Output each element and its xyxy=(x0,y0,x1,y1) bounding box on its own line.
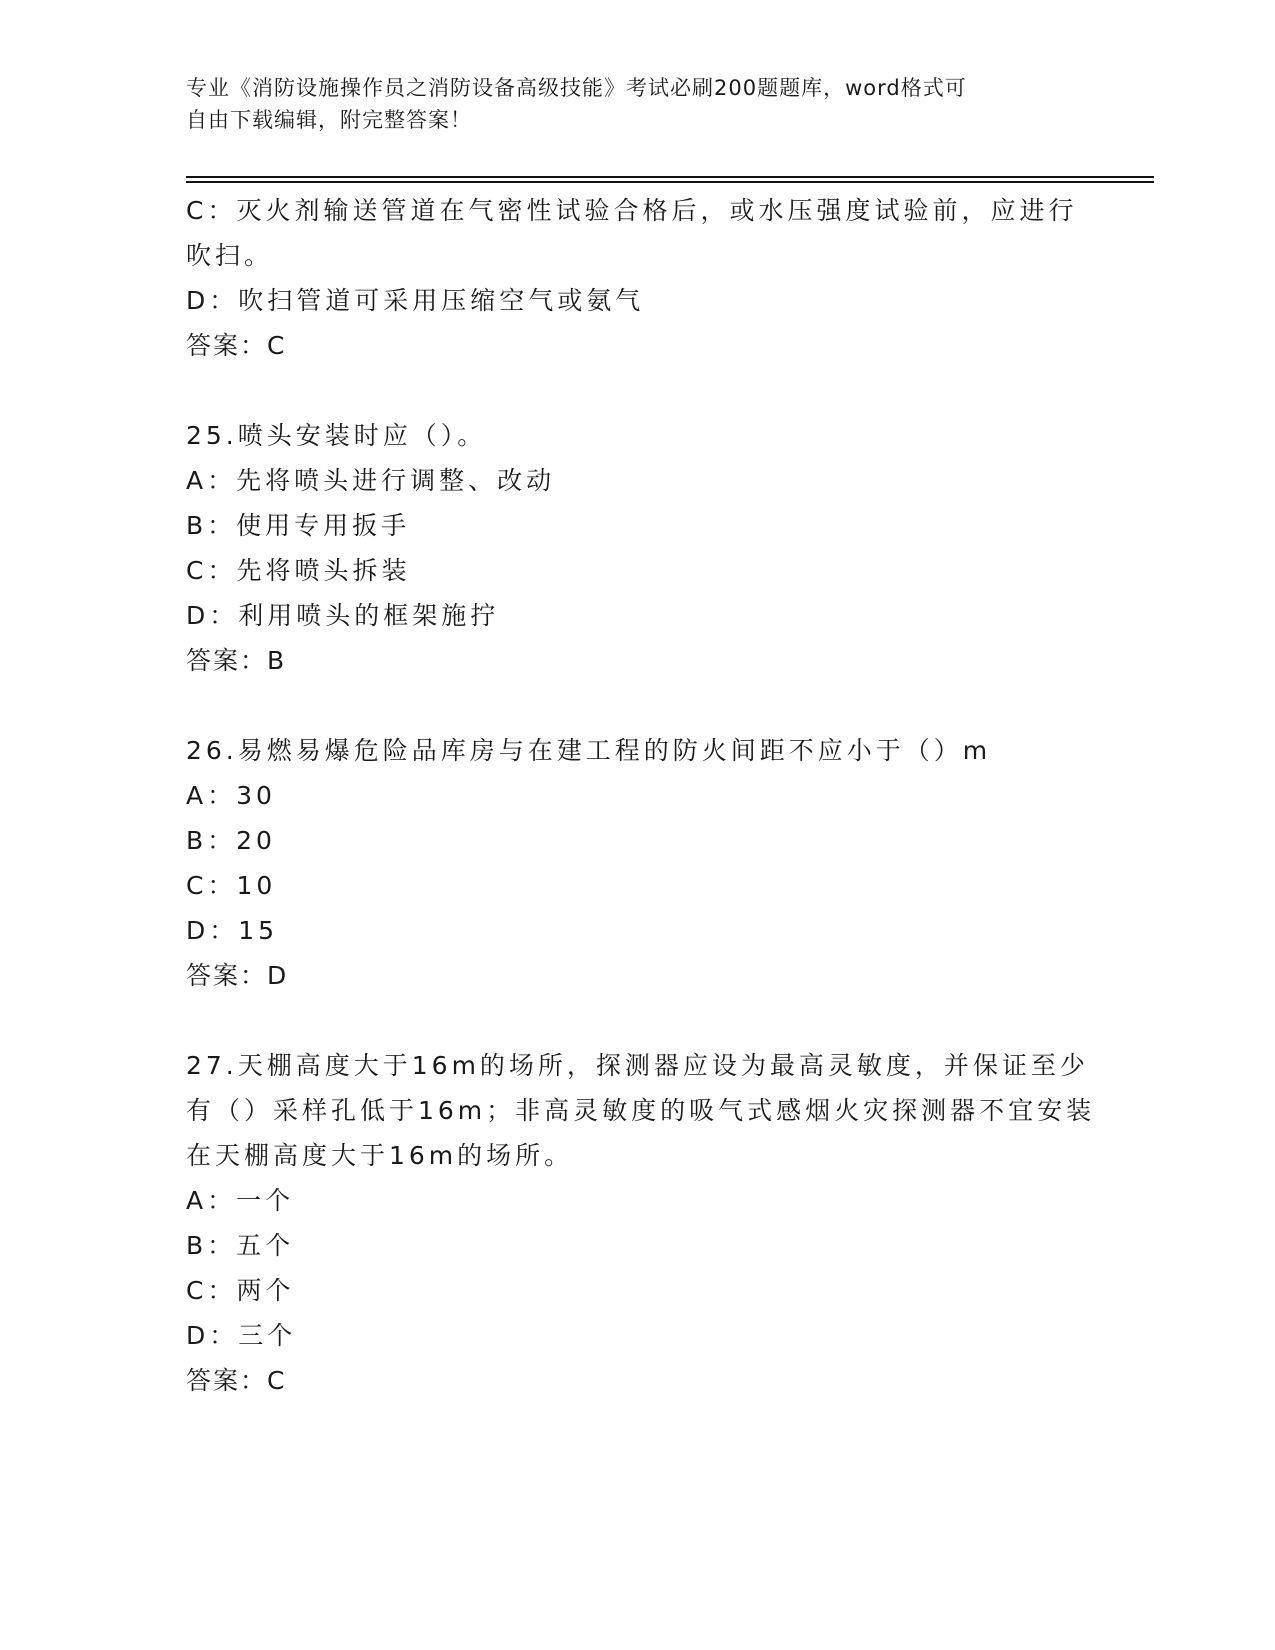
option-c: C：两个 xyxy=(186,1276,295,1305)
question-stem: 26.易燃易爆危险品库房与在建工程的防火间距不应小于（）m xyxy=(186,736,992,765)
option-b: B：使用专用扳手 xyxy=(186,511,411,540)
header-divider-top xyxy=(186,176,1154,178)
question-stem-continued: 在天棚高度大于16m的场所。 xyxy=(186,1141,574,1170)
question-list xyxy=(186,188,1096,1403)
question-24-continued xyxy=(186,188,1086,368)
option-a: A：30 xyxy=(186,781,276,810)
header-title-line-1: 专业《消防设施操作员之消防设备高级技能》考试必刷200题题库，word格式可 xyxy=(186,76,967,100)
answer: 答案：C xyxy=(186,331,287,360)
option-a: A：一个 xyxy=(186,1186,295,1215)
question-stem: 27.天棚高度大于16m的场所，探测器应设为最高灵敏度，并保证至少 xyxy=(186,1051,1089,1080)
option-b: B：五个 xyxy=(186,1231,295,1260)
spacer xyxy=(186,683,1086,728)
option-c: C：先将喷头拆装 xyxy=(186,556,411,585)
question-stem-continued: 有（）采样孔低于16m；非高灵敏度的吸气式感烟火灾探测器不宜安装 xyxy=(186,1096,1096,1125)
option-c: C：10 xyxy=(186,871,277,900)
option-b: B：20 xyxy=(186,826,276,855)
option-d: D：三个 xyxy=(186,1321,297,1350)
question-25 xyxy=(186,413,1086,683)
document-header xyxy=(186,72,1066,136)
option-c: C：灭火剂输送管道在气密性试验合格后，或水压强度试验前，应进行 xyxy=(186,196,1078,225)
question-stem: 25.喷头安装时应（）。 xyxy=(186,421,487,450)
header-title-line-2: 自由下载编辑，附完整答案！ xyxy=(186,108,472,132)
answer: 答案：D xyxy=(186,961,289,990)
option-d: D：吹扫管道可采用压缩空气或氨气 xyxy=(186,286,645,315)
question-27 xyxy=(186,1043,1096,1403)
option-d: D：利用喷头的框架施拧 xyxy=(186,601,500,630)
option-d: D：15 xyxy=(186,916,279,945)
option-c-continued: 吹扫。 xyxy=(186,241,274,270)
option-a: A：先将喷头进行调整、改动 xyxy=(186,466,556,495)
question-26 xyxy=(186,728,1086,998)
header-divider-bottom xyxy=(186,181,1154,183)
answer: 答案：B xyxy=(186,646,287,675)
spacer xyxy=(186,998,1086,1043)
answer: 答案：C xyxy=(186,1366,287,1395)
spacer xyxy=(186,368,1086,413)
